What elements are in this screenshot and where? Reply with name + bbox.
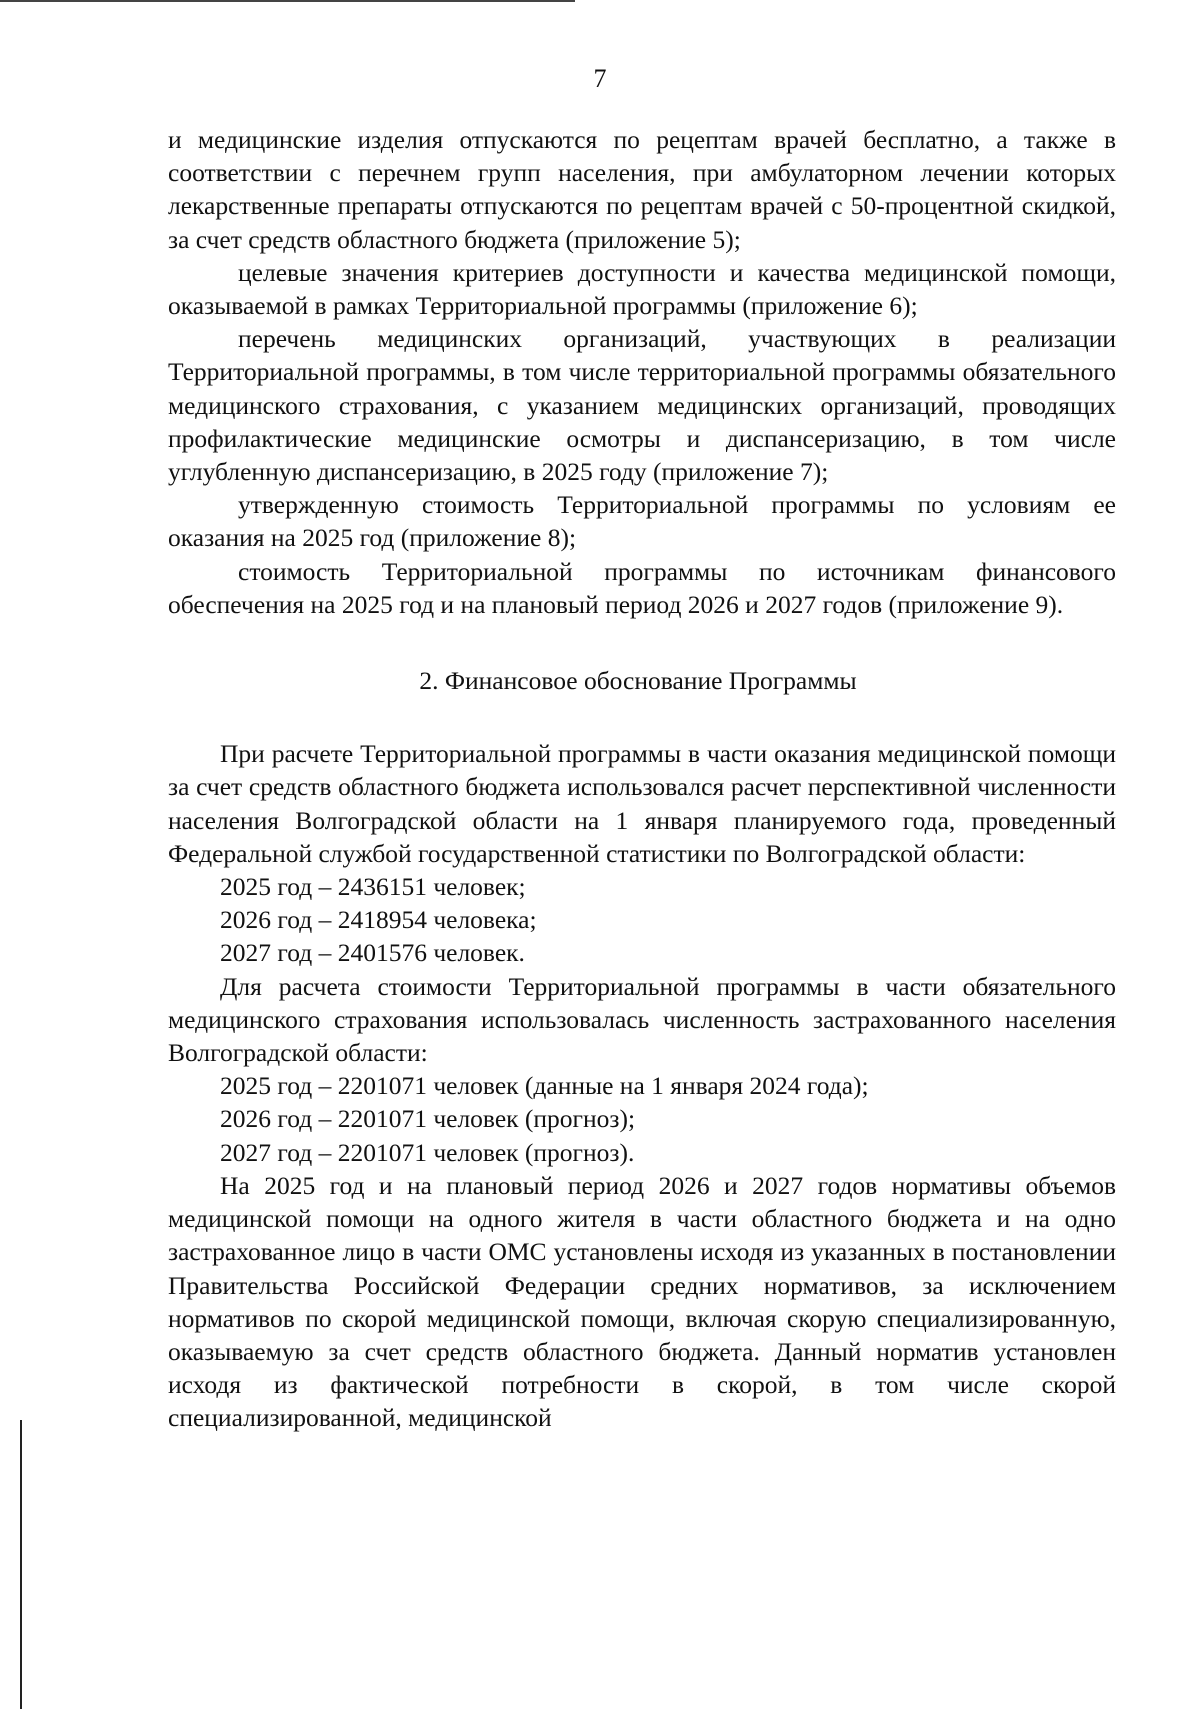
- insured-item-2027: 2027 год – 2201071 человек (прогноз).: [220, 1137, 635, 1167]
- paragraph-norms: На 2025 год и на плановый период 2026 и 2027 годов нормативы объемов медицинской помощи на одного жителя в части областного бюджета и на одно застрахованное лицо в части ОМС установлены исходя из указанных в постановлении Правительства Российской Федерации средних нормативов, за исключением нормативов по скорой медицинской помощи, включая скорую специализированную, оказываемую за счет средств областного бюджета. Данный норматив установлен исходя из фактической потребности в скорой, в том числе скорой специализированной, медицинской: [168, 1170, 1116, 1433]
- insured-item-2026: 2026 год – 2201071 человек (прогноз);: [220, 1104, 636, 1134]
- paragraph-insured-intro: Для расчета стоимости Территориальной программы в части обязательного медицинского страхования использовалась численность застрахованного населения Волгоградской области:: [168, 971, 1116, 1068]
- paragraph-cost-by-sources: стоимость Территориальной программы по источникам финансового обеспечения на 2025 год и на плановый период 2026 и 2027 годов (приложение 9).: [168, 556, 1116, 619]
- section-heading: 2. Финансовое обоснование Программы: [419, 666, 857, 696]
- document-body: [168, 123, 1116, 1435]
- population-item-2026: 2026 год – 2418954 человека;: [220, 905, 537, 935]
- paragraph-medicines-continuation: и медицинские изделия отпускаются по рецептам врачей бесплатно, а также в соответствии с перечнем групп населения, при амбулаторном лечении которых лекарственные препараты отпускаются по рецептам врачей с 50-процентной скидкой, за счет средств областного бюджета (приложение 5);: [168, 125, 1116, 254]
- paragraph-population-intro: При расчете Территориальной программы в части оказания медицинской помощи за счет средств областного бюджета использовался расчет перспективной численности населения Волгоградской области на 1 января планируемого года, проведенный Федеральной службой государственной статистики по Волгоградской области:: [168, 739, 1116, 868]
- population-item-2027: 2027 год – 2401576 человек.: [220, 938, 525, 968]
- scan-top-edge: [0, 0, 575, 2]
- paragraph-criteria: целевые значения критериев доступности и качества медицинской помощи, оказываемой в рамках Территориальной программы (приложение 6);: [168, 257, 1116, 321]
- page-number: 7: [593, 64, 607, 93]
- scan-left-edge: [20, 1420, 22, 1709]
- insured-item-2025: 2025 год – 2201071 человек (данные на 1 января 2024 года);: [220, 1071, 869, 1101]
- paragraph-approved-cost: утвержденную стоимость Территориальной программы по условиям ее оказания на 2025 год (приложение 8);: [168, 490, 1116, 553]
- paragraph-organizations-list: перечень медицинских организаций, участвующих в реализации Территориальной программы, в том числе территориальной программы обязательного медицинского страхования, с указанием медицинских организаций, проводящих профилактические медицинские осмотры и диспансеризацию, в том числе углубленную диспансеризацию, в 2025 году (приложение 7);: [168, 324, 1116, 487]
- population-item-2025: 2025 год – 2436151 человек;: [220, 872, 526, 902]
